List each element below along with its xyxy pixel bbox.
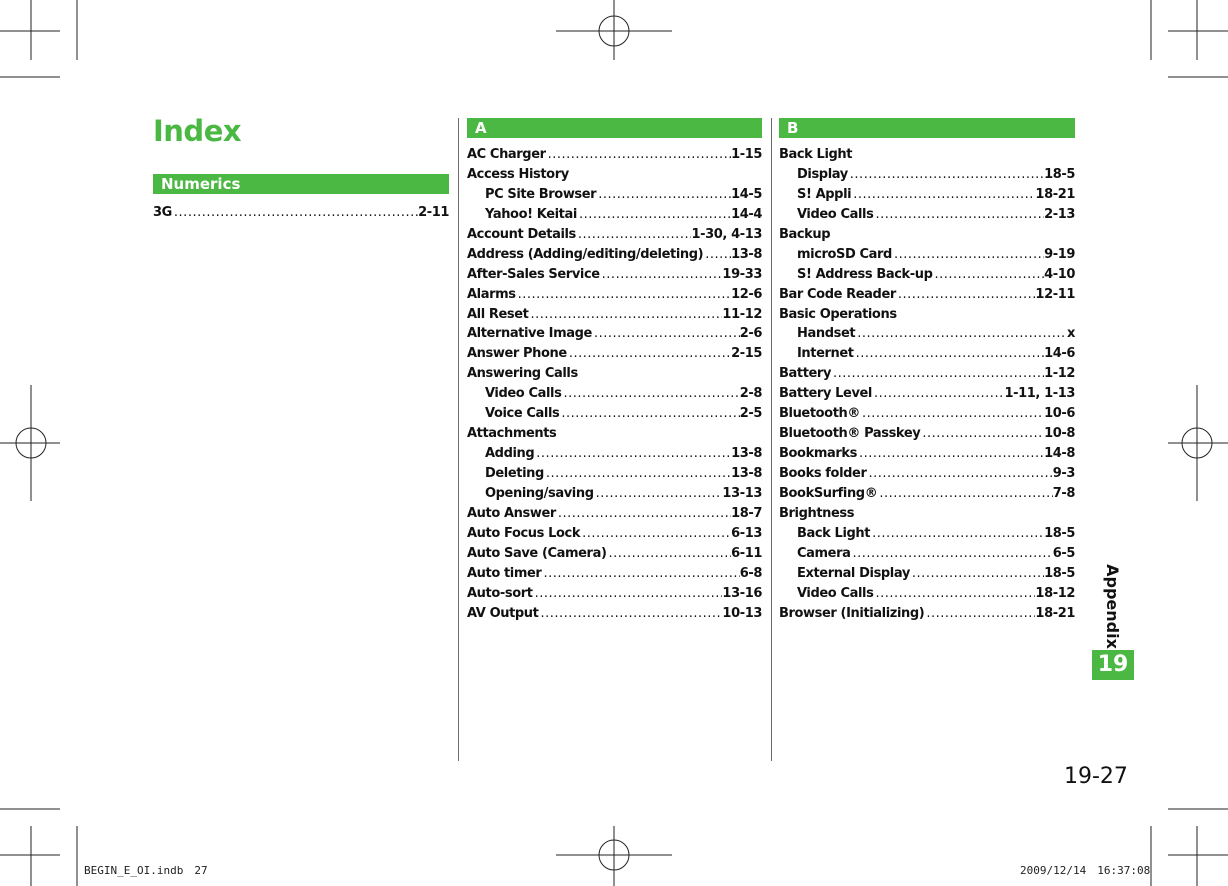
chapter-tab-label (1092, 563, 1132, 649)
index-term: 3G (153, 205, 172, 220)
dot-leader (556, 504, 731, 524)
dot-leader (600, 265, 723, 285)
dot-leader (855, 324, 1067, 344)
chapter-tab-text: Appendix (1102, 563, 1122, 649)
index-entry (779, 305, 1075, 325)
index-page-ref: 14-8 (1044, 446, 1075, 462)
index-page-ref: 6-8 (739, 565, 762, 581)
index-page-ref: 10-8 (1044, 426, 1075, 442)
index-entry (467, 265, 762, 285)
print-slug-date: 2009/12/14 16:37:08 (1020, 864, 1151, 877)
index-subentry (467, 384, 762, 404)
dot-leader (831, 364, 1044, 384)
index-term: Video Calls (797, 206, 874, 222)
dot-leader (703, 245, 731, 265)
a-index-list (467, 145, 762, 624)
index-term: Basic Operations (779, 306, 897, 322)
dot-leader (559, 404, 739, 424)
index-page-ref: 14-6 (1044, 346, 1075, 362)
index-entry (467, 245, 762, 265)
index-page-ref: 14-4 (731, 206, 762, 222)
dot-leader (580, 524, 731, 544)
dot-leader (857, 444, 1044, 464)
index-page-ref: 18-5 (1044, 166, 1075, 182)
index-page-ref: 2-11 (418, 205, 449, 220)
index-page-ref: 1-11, 1-13 (1004, 386, 1075, 402)
index-page-ref: 18-7 (731, 505, 762, 521)
dot-leader (592, 324, 740, 344)
index-term: Answering Calls (467, 366, 578, 382)
column-divider (458, 118, 459, 761)
index-subentry (467, 205, 762, 225)
index-term: Alarms (467, 286, 516, 302)
index-term: Bluetooth® Passkey (779, 426, 921, 442)
index-term: Access History (467, 166, 569, 182)
index-subentry (779, 265, 1075, 285)
index-page-ref: 2-8 (739, 386, 762, 402)
dot-leader (910, 564, 1044, 584)
index-page-ref: 10-13 (722, 605, 762, 621)
index-entry (467, 165, 762, 185)
index-page-ref: 10-6 (1044, 406, 1075, 422)
index-entry (467, 324, 762, 344)
index-term: BookSurfing® (779, 485, 878, 501)
index-term: After-Sales Service (467, 266, 600, 282)
index-page-ref: 18-12 (1035, 585, 1075, 601)
index-entry (467, 564, 762, 584)
index-term: Back Light (797, 525, 871, 541)
index-entry (779, 285, 1075, 305)
dot-leader (561, 384, 739, 404)
dot-leader (850, 544, 1052, 564)
index-page-ref: 18-21 (1035, 186, 1075, 202)
index-term: Attachments (467, 426, 557, 442)
index-term: Bluetooth® (779, 406, 860, 422)
index-entry (467, 604, 762, 624)
index-page-ref: 12-6 (731, 286, 762, 302)
index-term: Bookmarks (779, 446, 857, 462)
index-term: Auto Answer (467, 505, 556, 521)
index-subentry (779, 344, 1075, 364)
dot-leader (516, 285, 731, 305)
index-page-ref: 1-12 (1044, 366, 1075, 382)
index-term: Bar Code Reader (779, 286, 896, 302)
dot-leader (872, 384, 1004, 404)
dot-leader (594, 484, 723, 504)
index-page-ref: 13-8 (731, 446, 762, 462)
index-entry (467, 424, 762, 444)
index-page-ref: x (1067, 326, 1075, 342)
index-subentry (779, 564, 1075, 584)
index-page-ref: 1-30, 4-13 (691, 226, 762, 242)
index-page-ref: 14-5 (731, 186, 762, 202)
index-subentry (779, 165, 1075, 185)
index-page-ref: 18-5 (1044, 525, 1075, 541)
index-entry (779, 484, 1075, 504)
index-term: Alternative Image (467, 326, 592, 342)
index-subentry (779, 185, 1075, 205)
index-entry (779, 464, 1075, 484)
index-entry (467, 544, 762, 564)
index-page-ref: 6-11 (731, 545, 762, 561)
index-page-ref: 2-6 (739, 326, 762, 342)
index-term: Auto-sort (467, 585, 533, 601)
index-term: Internet (797, 346, 854, 362)
dot-leader (920, 424, 1044, 444)
b-index-list (779, 145, 1075, 624)
index-page-ref: 9-19 (1044, 246, 1075, 262)
index-page-ref: 6-13 (731, 525, 762, 541)
index-term: Deleting (485, 466, 544, 481)
index-term: Opening/saving (485, 485, 594, 501)
index-page-ref: 12-11 (1035, 286, 1075, 302)
index-subentry (779, 544, 1075, 564)
dot-leader (172, 203, 418, 223)
dot-leader (534, 444, 731, 464)
dot-leader (567, 344, 731, 364)
index-term: S! Appli (797, 186, 852, 202)
index-term: Backup (779, 226, 831, 242)
index-term: All Reset (467, 306, 529, 322)
index-entry (779, 404, 1075, 424)
index-term: Auto Save (Camera) (467, 545, 607, 561)
dot-leader (860, 404, 1044, 424)
page-title: Index (153, 114, 242, 148)
index-page-ref: 13-8 (731, 466, 762, 481)
dot-leader (873, 584, 1035, 604)
dot-leader (924, 604, 1035, 624)
index-subentry (467, 185, 762, 205)
dot-leader (546, 145, 731, 165)
dot-leader (896, 285, 1036, 305)
dot-leader (873, 205, 1044, 225)
print-slug-file: BEGIN_E_OI.indb 27 (84, 864, 208, 877)
index-term: Voice Calls (485, 406, 560, 422)
index-term: PC Site Browser (485, 186, 597, 202)
index-term: Handset (797, 326, 856, 342)
index-entry (779, 145, 1075, 165)
dot-leader (848, 165, 1044, 185)
index-term: Camera (797, 545, 851, 561)
dot-leader (538, 604, 722, 624)
dot-leader (892, 245, 1044, 265)
dot-leader (533, 584, 723, 604)
index-entry (779, 424, 1075, 444)
dot-leader (870, 524, 1044, 544)
column-divider (771, 118, 772, 761)
index-page-ref: 1-15 (731, 147, 762, 162)
index-entry (779, 504, 1075, 524)
index-term: Adding (485, 446, 535, 462)
index-term: Browser (Initializing) (779, 605, 925, 621)
index-page-ref: 6-5 (1052, 545, 1075, 561)
index-entry (779, 384, 1075, 404)
index-page-ref: 19-33 (722, 266, 762, 282)
index-entry (779, 604, 1075, 624)
dot-leader (577, 205, 731, 225)
index-term: Back Light (779, 147, 853, 162)
index-subentry (779, 584, 1075, 604)
dot-leader (866, 464, 1052, 484)
index-term: Account Details (467, 226, 576, 242)
index-entry (779, 444, 1075, 464)
numerics-index-list (153, 203, 449, 223)
index-page-ref: 18-5 (1044, 565, 1075, 581)
index-term: Auto Focus Lock (467, 525, 581, 541)
index-subentry (779, 324, 1075, 344)
index-entry (467, 285, 762, 305)
index-entry (153, 203, 449, 223)
dot-leader (854, 344, 1044, 364)
index-entry (467, 524, 762, 544)
dot-leader (541, 564, 739, 584)
index-page-ref: 18-21 (1035, 605, 1075, 621)
index-term: Video Calls (485, 386, 562, 402)
index-page-ref: 2-13 (1044, 206, 1075, 222)
index-subentry (779, 245, 1075, 265)
index-entry (467, 504, 762, 524)
index-term: Video Calls (797, 585, 874, 601)
section-header-b: B (779, 118, 1075, 138)
index-page-ref: 13-8 (731, 246, 762, 262)
index-term: Yahoo! Keitai (485, 206, 577, 222)
section-header-numerics: Numerics (153, 174, 449, 194)
dot-leader (576, 225, 692, 245)
dot-leader (596, 185, 731, 205)
index-term: Answer Phone (467, 346, 567, 362)
dot-leader (606, 544, 731, 564)
index-term: Battery (779, 366, 832, 382)
index-term: AV Output (467, 605, 539, 621)
index-subentry (779, 524, 1075, 544)
dot-leader (544, 464, 731, 484)
index-term: Battery Level (779, 386, 872, 402)
index-term: S! Address Back-up (797, 266, 933, 282)
index-subentry (467, 484, 762, 504)
index-term: Display (797, 166, 848, 182)
index-page-ref: 9-3 (1052, 466, 1075, 481)
index-term: Brightness (779, 505, 855, 521)
index-entry (467, 225, 762, 245)
page-number: 19-27 (1064, 764, 1128, 789)
index-page-ref: 2-5 (739, 406, 762, 422)
index-term: microSD Card (797, 246, 892, 262)
index-page-ref: 7-8 (1052, 485, 1075, 501)
index-entry (467, 305, 762, 325)
index-subentry (467, 464, 762, 484)
index-page-ref: 13-13 (722, 485, 762, 501)
index-term: External Display (797, 565, 910, 581)
index-page-ref: 2-15 (731, 346, 762, 362)
index-term: Address (Adding/editing/deleting) (467, 246, 704, 262)
index-page-ref: 13-16 (722, 585, 762, 601)
dot-leader (933, 265, 1045, 285)
dot-leader (529, 305, 723, 325)
index-entry (467, 145, 762, 165)
index-page-ref: 11-12 (722, 306, 762, 322)
section-header-a: A (467, 118, 762, 138)
index-subentry (467, 444, 762, 464)
index-entry (467, 344, 762, 364)
index-entry (779, 225, 1075, 245)
chapter-tab-number: 19 (1092, 650, 1134, 680)
index-term: Books folder (779, 466, 867, 481)
index-entry (467, 584, 762, 604)
index-term: Auto timer (467, 565, 542, 581)
index-term: AC Charger (467, 147, 546, 162)
index-subentry (467, 404, 762, 424)
dot-leader (877, 484, 1052, 504)
dot-leader (851, 185, 1035, 205)
index-page-ref: 4-10 (1044, 266, 1075, 282)
index-entry (467, 364, 762, 384)
index-entry (779, 364, 1075, 384)
index-subentry (779, 205, 1075, 225)
